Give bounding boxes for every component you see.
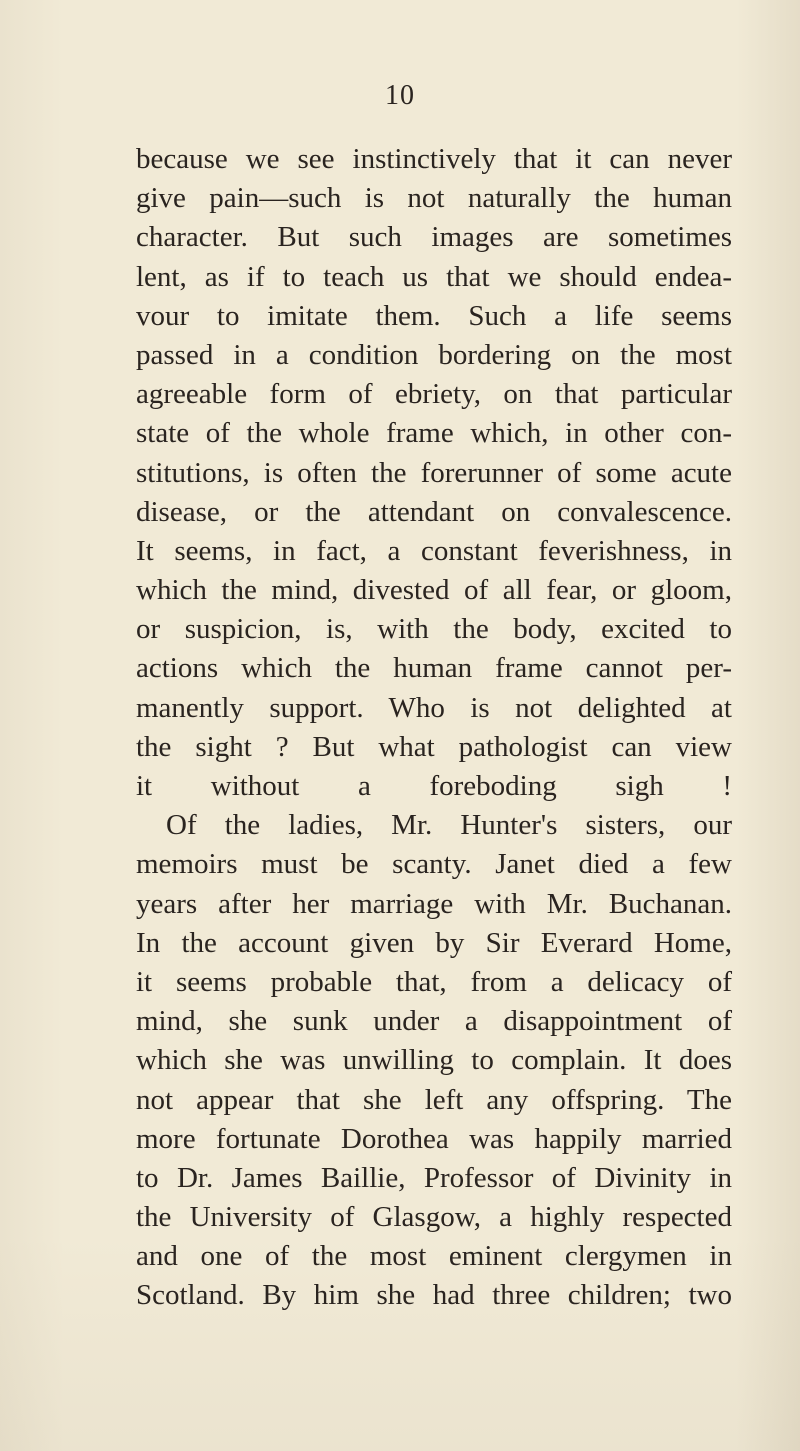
text-line: agreeable form of ebriety, on that particular (136, 378, 732, 411)
text-line: to Dr. James Baillie, Professor of Divinity in (136, 1161, 732, 1194)
text-line: and one of the most eminent clergymen in (136, 1240, 732, 1273)
text-line: years after her marriage with Mr. Buchanan. (136, 887, 732, 920)
text-line: the University of Glasgow, a highly respected (136, 1201, 732, 1234)
text-line: which she was unwilling to complain. It does (136, 1044, 732, 1077)
text-line: In the account given by Sir Everard Home, (136, 926, 732, 959)
text-line: manently support. Who is not delighted at (136, 691, 732, 724)
text-line: not appear that she left any offspring. The (136, 1083, 732, 1116)
text-line: more fortunate Dorothea was happily married (136, 1122, 732, 1155)
text-line: character. But such images are sometimes (136, 221, 732, 254)
text-line: stitutions, is often the forerunner of some acute (136, 456, 732, 489)
text-line: lent, as if to teach us that we should endea- (136, 260, 732, 293)
text-line: it without a foreboding sigh ! (136, 770, 732, 802)
text-line: It seems, in fact, a constant feverishness, in (136, 534, 732, 567)
text-line: give pain—such is not naturally the human (136, 182, 732, 215)
text-line: which the mind, divested of all fear, or gloom, (136, 574, 732, 607)
text-line: Scotland. By him she had three children; two (136, 1279, 732, 1312)
text-line: it seems probable that, from a delicacy of (136, 965, 732, 998)
page-number: 10 (385, 80, 415, 111)
text-line: memoirs must be scanty. Janet died a few (136, 848, 732, 881)
text-line: because we see instinctively that it can never (136, 143, 732, 175)
text-line: Of the ladies, Mr. Hunter's sisters, our (166, 809, 732, 842)
text-line: state of the whole frame which, in other con- (136, 417, 732, 450)
text-line: disease, or the attendant on convalescence. (136, 495, 732, 528)
body-text (136, 140, 732, 1316)
text-line: vour to imitate them. Such a life seems (136, 299, 732, 332)
text-line: or suspicion, is, with the body, excited to (136, 613, 732, 646)
text-line: mind, she sunk under a disappointment of (136, 1005, 732, 1038)
text-line: actions which the human frame cannot per- (136, 652, 732, 685)
text-line: the sight ? But what pathologist can view (136, 730, 732, 763)
text-line: passed in a condition bordering on the most (136, 338, 732, 371)
